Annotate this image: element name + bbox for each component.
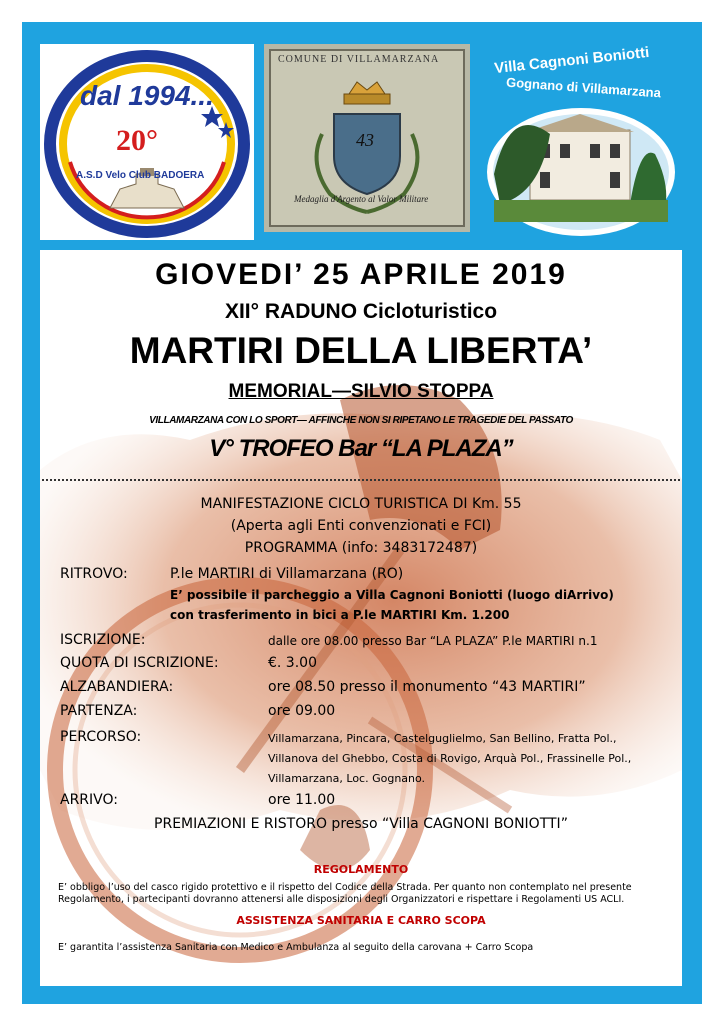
memorial-title: MEMORIAL—SILVIO STOPPA xyxy=(228,381,494,402)
club-anniversary-text: 20° xyxy=(116,124,158,157)
alzabandiera-value: ore 08.50 presso il monumento “43 MARTIRI” xyxy=(268,679,586,695)
alzabandiera-label: ALZABANDIERA: xyxy=(60,679,174,695)
comune-shield-number: 43 xyxy=(356,130,374,150)
arrivo-value: ore 11.00 xyxy=(268,792,336,808)
manifestazione-text: MANIFESTAZIONE CICLO TURISTICA DI Km. 55 xyxy=(200,496,522,512)
club-logo xyxy=(40,44,254,240)
raduno-title: XII° RADUNO Cicloturistico xyxy=(224,300,498,323)
quota-value: €. 3.00 xyxy=(268,655,317,671)
percorso-line-3: Villamarzana, Loc. Gognano. xyxy=(268,772,426,785)
villa-place-text: Gognano di Villamarzana xyxy=(505,74,662,101)
villa-logo xyxy=(480,44,682,240)
club-name-text: A.S.D Velo Club BADOERA xyxy=(76,170,205,181)
partenza-label: PARTENZA: xyxy=(60,703,138,719)
partenza-value: ore 09.00 xyxy=(268,703,336,719)
comune-header-text: COMUNE DI VILLAMARZANA xyxy=(278,54,440,65)
assistenza-title: ASSISTENZA SANITARIA E CARRO SCOPA xyxy=(236,914,486,927)
dotted-divider xyxy=(42,479,680,481)
quota-label: QUOTA DI ISCRIZIONE: xyxy=(60,655,219,671)
regolamento-line-1: E’ obbligo l’uso del casco rigido protettivo e il rispetto del Codice della Strada. Per quanto non contemplato nel presente xyxy=(58,882,632,893)
slogan-text: VILLAMARZANA CON LO SPORT— AFFINCHE NON SI RIPETANO LE TRAGEDIE DEL PASSATO xyxy=(149,415,573,426)
assistenza-text: E’ garantita l’assistenza Sanitaria con Medico e Ambulanza al seguito della carovana + Carro Scopa xyxy=(58,942,534,953)
iscrizione-value: dalle ore 08.00 presso Bar “LA PLAZA” P.le MARTIRI n.1 xyxy=(268,634,598,648)
comune-crest xyxy=(264,44,470,232)
regolamento-title: REGOLAMENTO xyxy=(313,863,409,876)
percorso-line-1: Villamarzana, Pincara, Castelguglielmo, San Bellino, Fratta Pol., xyxy=(268,732,617,745)
parcheggio-line-2: con trasferimento in bici a P.le MARTIRI Km. 1.200 xyxy=(170,608,510,622)
parcheggio-line-1: E’ possibile il parcheggio a Villa Cagnoni Boniotti (luogo diArrivo) xyxy=(170,588,614,602)
club-since-text: dal 1994... xyxy=(80,80,214,111)
main-title: MARTIRI DELLA LIBERTA’ xyxy=(129,330,593,371)
iscrizione-label: ISCRIZIONE: xyxy=(60,632,146,648)
regolamento-line-2: Regolamento, i partecipanti dovranno attenersi alle disposizioni degli Organizzatori e rispettare i Regolamenti US ACLI. xyxy=(58,894,625,905)
percorso-label: PERCORSO: xyxy=(60,729,142,745)
trofeo-title: V° TROFEO Bar “LA PLAZA” xyxy=(209,435,513,462)
villa-name-text: Villa Cagnoni Boniotti xyxy=(493,43,651,78)
programma-text: PROGRAMMA (info: 3483172487) xyxy=(244,540,478,556)
ritrovo-label: RITROVO: xyxy=(60,566,128,582)
arrivo-label: ARRIVO: xyxy=(60,792,118,808)
premiazioni-text: PREMIAZIONI E RISTORO presso “Villa CAGNONI BONIOTTI” xyxy=(154,816,568,832)
comune-medal-text: Medaglia d'Argento al Valor Militare xyxy=(294,194,429,204)
percorso-line-2: Villanova del Ghebbo, Costa di Rovigo, Arquà Pol., Frassinelle Pol., xyxy=(268,752,632,765)
event-date: GIOVEDI’ 25 APRILE 2019 xyxy=(155,258,567,291)
poster-body xyxy=(40,250,682,986)
aperta-text: (Aperta agli Enti convenzionati e FCI) xyxy=(230,518,492,534)
ritrovo-value: P.le MARTIRI di Villamarzana (RO) xyxy=(170,566,404,582)
